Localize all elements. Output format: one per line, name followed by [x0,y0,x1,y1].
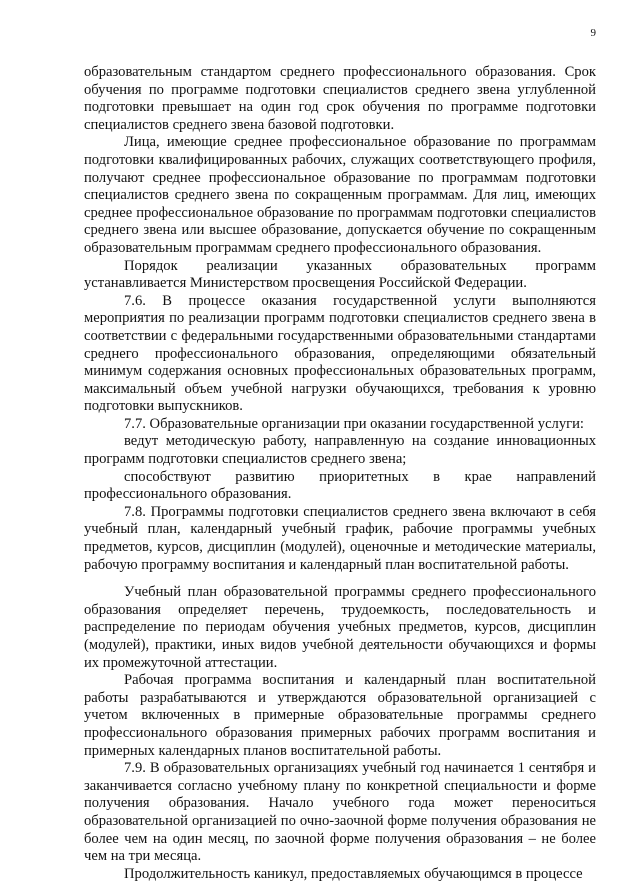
paragraph: Лица, имеющие среднее профессиональное образование по программам подготовки квалифицированных рабочих, служащих соответствующего профиля, получают среднее профессиональное образование по программам подготовки специалистов среднего звена по сокращенным программам. Для лиц, имеющих среднее профессиональное образование по программам подготовки специалистов среднего звена или высшее образование, допускается обучение по сокращенным образовательным программам среднего профессионального образования. [84,134,596,256]
paragraph: 7.6. В процессе оказания государственной услуги выполняются мероприятия по реализации программ подготовки специалистов среднего звена в соответствии с федеральными государственными образовательными стандартами среднего профессионального образования, определяющими обязательный минимум содержания основных профессиональных образовательных программ, максимальный объем учебной нагрузки обучающихся, требования к уровню подготовки выпускников. [84,292,596,415]
paragraph: 7.9. В образовательных организациях учебный год начинается 1 сентября и заканчивается согласно учебному плану по конкретной специальности и форме получения образования. Начало учебного года может переноситься образовательной организацией по очно-заочной форме получения образования не более чем на один месяц, по заочной форме получения образования – не более чем на три месяца. [84,760,596,865]
paragraph: 7.7. Образовательные организации при оказании государственной услуги: [124,415,584,432]
paragraph: Учебный план образовательной программы среднего профессионального образования определяет перечень, трудоемкость, последовательность и распределение по периодам обучения учебных предметов, курсов, дисциплин (модулей), практики, иных видов учебной деятельности обучающихся и формы их промежуточной аттестации. [84,584,596,671]
document-body [84,64,596,883]
page-number: 9 [590,27,596,39]
paragraph: Рабочая программа воспитания и календарный план воспитательной работы разрабатываются и утверждаются образовательной организацией с учетом включенных в примерные образовательные программы среднего профессионального образования примерных рабочих программ воспитания и примерных календарных планов воспитательной работы. [84,672,596,759]
paragraph: Порядок реализации указанных образовательных программ устанавливается Министерством просвещения Российской Федерации. [84,257,596,292]
paragraph: Продолжительность каникул, предоставляемых обучающимся в процессе [124,865,583,882]
paragraph: образовательным стандартом среднего профессионального образования. Срок обучения по программе подготовки специалистов среднего звена углубленной подготовки превышает на один год срок обучения по программе подготовки специалистов среднего звена базовой подготовки. [84,64,596,133]
paragraph: 7.8. Программы подготовки специалистов среднего звена включают в себя учебный план, календарный учебный график, рабочие программы учебных предметов, курсов, дисциплин (модулей), оценочные и методические материалы, рабочую программу воспитания и календарный план воспитательной работы. [84,503,596,573]
paragraph: ведут методическую работу, направленную на создание инновационных программ подготовки специалистов среднего звена; [84,433,596,468]
paragraph: способствуют развитию приоритетных в крае направлений профессионального образования. [84,468,596,503]
